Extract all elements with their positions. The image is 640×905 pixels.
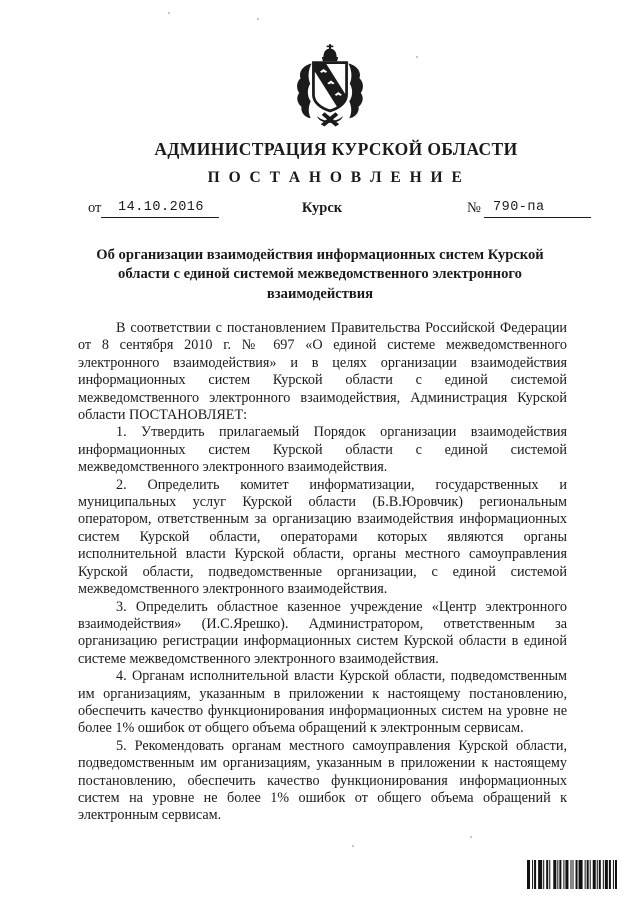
- scan-speckle: [168, 12, 170, 14]
- city-label: Курск: [301, 200, 343, 216]
- kursk-coat-of-arms-icon: [284, 44, 376, 129]
- scan-speckle: [470, 836, 472, 838]
- scan-speckle: [352, 845, 354, 847]
- issuing-authority: АДМИНИСТРАЦИЯ КУРСКОЙ ОБЛАСТИ: [154, 139, 518, 159]
- document-title: Об организации взаимодействия информационных систем Курской области с единой системой межведомственного электронного взаимодействия: [96, 247, 544, 302]
- number-label: №: [467, 200, 481, 216]
- barcode: [527, 860, 619, 889]
- paragraph-item-1: 1. Утвердить прилагаемый Порядок организации взаимодействия информационных систем Курской области с единой системой межведомственного электронного взаимодействия.: [78, 424, 567, 476]
- number-value: 790-па: [484, 200, 591, 218]
- date-value: 14.10.2016: [101, 200, 219, 218]
- paragraph-item-2: 2. Определить комитет информатизации, государственных и муниципальных услуг Курской области (Б.В.Юровчик) региональным оператором, ответственным за организацию взаимодействия информационных систем Курской области, операторами которых являются органы исполнительной власти Курской области, органы местного самоуправления Курской области, подведомственные организации, с единой системой межведомственного электронного взаимодействия.: [78, 476, 567, 598]
- scan-speckle: [257, 18, 259, 20]
- paragraph-preamble: В соответствии с постановлением Правительства Российской Федерации от 8 сентября 2010 г. № 697 «О единой системе межведомственного электронного взаимодействия» и в целях организации взаимодействия информационных систем Курской области с единой системой межведомственного электронного взаимодействия, Администрация Курской области ПОСТАНОВЛЯЕТ:: [78, 320, 567, 424]
- document-meta-row: [0, 200, 640, 222]
- paragraph-item-5: 5. Рекомендовать органам местного самоуправления Курской области, подведомственным им организациям, указанным в приложении к настоящему постановлению, обеспечить качество функционирования информационных систем на уровне не более 1% ошибок от общего объема обращений к электронным сервисам.: [78, 737, 567, 824]
- paragraph-item-3: 3. Определить областное казенное учреждение «Центр электронного взаимодействия» (И.С.Ярешко). Администратором, ответственным за организацию регистрации информационных систем Курской области в единой системе межведомственного электронного взаимодействия.: [78, 598, 567, 667]
- scan-speckle: [416, 56, 418, 58]
- document-type-heading: П О С Т А Н О В Л Е Н И Е: [207, 169, 465, 186]
- document-body: [78, 320, 567, 825]
- date-label: от: [88, 200, 102, 216]
- paragraph-item-4: 4. Органам исполнительной власти Курской области, подведомственным им организациям, указанным в приложении к настоящему постановлению, обеспечить качество функционирования информационных систем на уровне не более 1% ошибок от общего объема обращений к электронным сервисам.: [78, 668, 567, 737]
